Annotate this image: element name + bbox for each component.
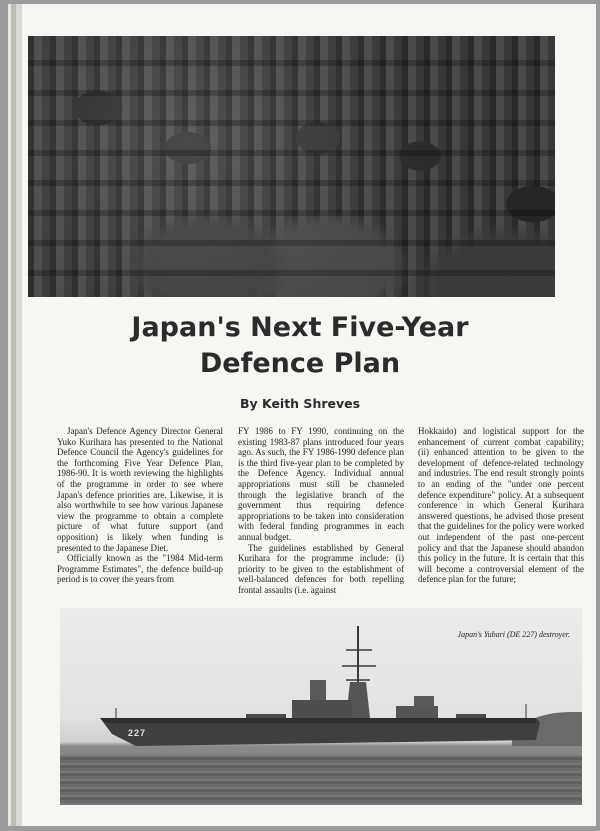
destroyer-illustration <box>96 622 556 752</box>
text-column-3 <box>418 426 584 585</box>
sea-water <box>60 755 582 805</box>
paragraph: The guidelines established by General Kurihara for the programme include: (i) priority to be given to the establishment of well-balanced defences for both repelling frontal assaults (i.e. against <box>238 542 404 595</box>
hull-number: 227 <box>128 728 147 738</box>
article-title <box>0 310 600 382</box>
destroyer-photo <box>60 608 582 805</box>
paragraph: Officially known as the "1984 Mid-term Programme Estimates", the defence build-up period is to cover the years from <box>57 553 223 585</box>
photo-texture <box>28 36 555 297</box>
text-column-1 <box>57 426 223 585</box>
text-column-2 <box>238 426 404 596</box>
paragraph: Japan's Defence Agency Director General Yuko Kurihara has presented to the National Defence Council the Agency's guidelines for the forthcoming Five Year Defence Plan, 1986-90. It is worth reviewing the highlights of the programme in order to see where Japan's defence priorities are. Likewise, it is also worthwhile to see how various Japanese view the programme to obtain a complete picture of what future support (and opposition) is likely when funding is presented to the Japanese Diet. <box>57 426 223 553</box>
title-line-2: Defence Plan <box>199 348 401 379</box>
paratroopers-photo <box>28 36 555 297</box>
paragraph: Hokkaido) and logistical support for the enhancement of current combat capability; (ii) enhanced attention to be given to the development of defence-related technology and industries. The end result strongly points to an ending of the "under one percent defence expenditure" policy. At a subsequent conference in which General Kurihara answered questions, he advised those present that the guidelines for the policy were worked out independent of the past one-percent policy and that the Japanese should abandon this policy in the future. It is certain that this will become a controversial element of the defence plan for the future; <box>418 426 584 585</box>
bottom-photo-caption: Japan's Yubari (DE 227) destroyer. <box>457 630 570 639</box>
article-byline: By Keith Shreves <box>239 396 361 411</box>
paragraph: FY 1986 to FY 1990, continuing on the existing 1983-87 plans introduced four years ago. As such, the FY 1986-1990 defence plan is the third five-year plan to be completed by the Defence Agency. Individual annual appropriations must still be channeled through the legislative branch of the government thus requiring defence appropriations to be taken into consideration with federal funding programmes in each annual budget. <box>238 426 404 542</box>
title-line-1: Japan's Next Five-Year <box>131 312 469 343</box>
